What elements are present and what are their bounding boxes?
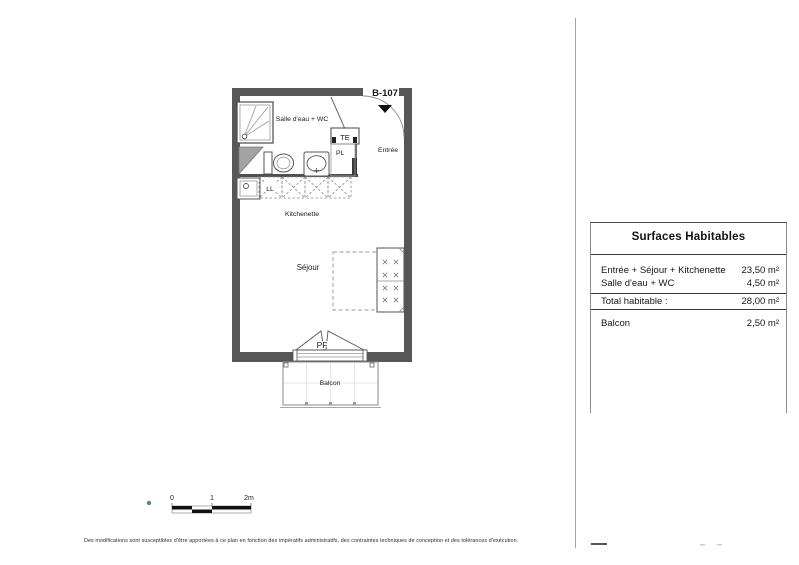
- pl-closet: [331, 144, 355, 176]
- toilet: [264, 152, 294, 174]
- table-total-row: [591, 296, 786, 307]
- kitchenette-units: [259, 177, 351, 198]
- row-value: 4,50 m²: [746, 278, 779, 289]
- shower: [237, 102, 273, 143]
- row-label: Salle d'eau + WC: [601, 278, 675, 289]
- scale-tick-0: 0: [170, 495, 174, 502]
- bathroom-door-triangle: [239, 147, 263, 174]
- french-window: [293, 331, 367, 361]
- te-label: TE: [340, 133, 350, 142]
- footer-marks: [591, 543, 722, 546]
- balcony-railing: [280, 362, 381, 408]
- row-label: Balcon: [601, 318, 631, 329]
- page-divider-line: [575, 18, 576, 548]
- washing-machine-label: LL: [266, 186, 274, 193]
- room-label-salle-deau: Salle d'eau + WC: [275, 116, 329, 123]
- kitchen-sink: [237, 178, 260, 199]
- room-label-kitchenette: Kitchenette: [284, 211, 320, 218]
- unit-label-group: [372, 88, 398, 113]
- te-electrical-box: [331, 128, 359, 144]
- pf-label: PF: [316, 340, 328, 350]
- footer-disclaimer: Des modifications sont susceptibles d'être apportées à ce plan en fonction des impératifs administratifs, des contraintes techniques de conception et des tolérances d'exécution.: [84, 538, 519, 544]
- room-label-sejour: Séjour: [296, 263, 320, 272]
- table-row: [591, 265, 786, 276]
- row-label: Entrée + Séjour + Kitchenette: [601, 265, 726, 276]
- table-balcony-row: [591, 318, 786, 329]
- room-label-balcon: Balcon: [319, 380, 341, 387]
- scale-tick-1: 1: [210, 495, 214, 502]
- entrance-door-arc: [363, 96, 404, 137]
- surface-table-title: Surfaces Habitables: [631, 231, 746, 243]
- table-rule: [591, 309, 786, 310]
- row-value: 2,50 m²: [746, 318, 779, 329]
- scale-bar: [147, 495, 254, 513]
- row-value: 23,50 m²: [741, 265, 779, 276]
- table-rule: [591, 254, 786, 255]
- scale-dot-icon: [147, 501, 151, 505]
- table-row: [591, 278, 786, 289]
- row-label: Total habitable :: [601, 296, 668, 307]
- row-value: 28,00 m²: [741, 296, 779, 307]
- unit-number-label: B-107: [372, 88, 398, 99]
- room-label-entree: Entrée: [377, 147, 399, 154]
- scale-tick-2m: 2m: [244, 495, 254, 502]
- table-rule: [591, 293, 786, 294]
- pl-label: PL: [336, 150, 345, 157]
- sofa-bed: [333, 248, 404, 312]
- surface-table: [590, 222, 787, 413]
- washbasin: [304, 152, 329, 176]
- entrance-arrow-icon: [378, 105, 392, 113]
